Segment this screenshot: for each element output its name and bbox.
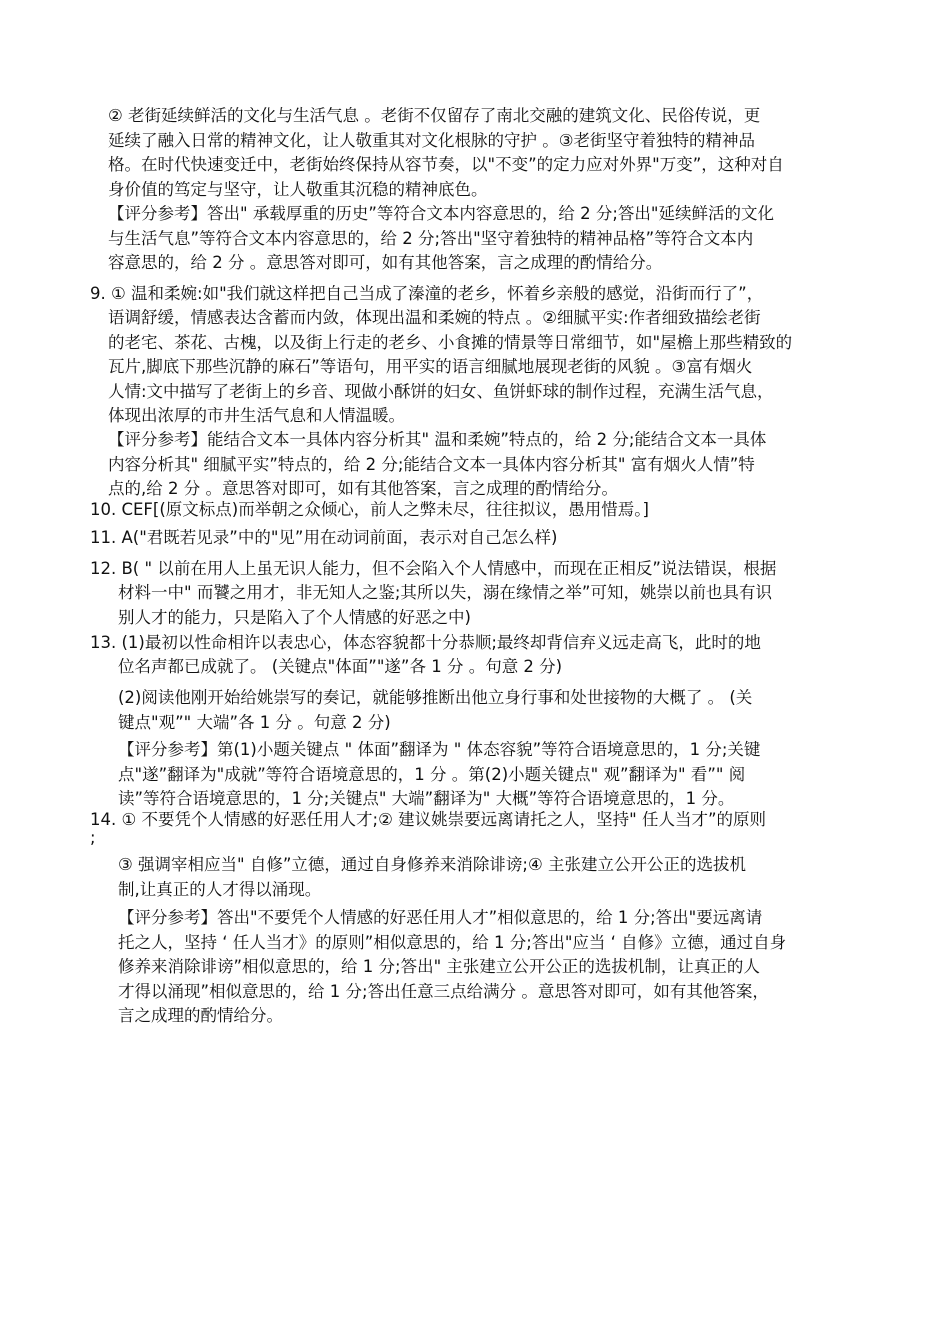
text-line: 格。在时代快速变迁中，老街始终保持从容节奏，以"不变”的定力应对外界"万变”，这种对自 bbox=[108, 155, 784, 174]
text-line: 14. ① 不要凭个人情感的好恶任用人才;② 建议姚崇要远离请托之人，坚持" 任人当才”的原则 bbox=[90, 810, 767, 829]
text-line: 体现出浓厚的市井生活气息和人情温暖。 bbox=[108, 406, 405, 425]
q14-stray-mark bbox=[90, 826, 96, 851]
text-line: 点的,给 2 分 。意思答对即可，如有其他答案，言之成理的酌情给分。 bbox=[108, 479, 618, 498]
q13-part1-text bbox=[118, 655, 562, 680]
text-line: 9. ① 温和柔婉:如"我们就这样把自己当成了溱潼的老乡，怀着乡亲般的感觉，沿街而行了”， bbox=[90, 284, 764, 303]
text-line: 别人才的能力，只是陷入了个人情感的好恶之中) bbox=[118, 607, 471, 627]
text-line: 修养来消除诽谤”相似意思的，给 1 分;答出" 主张建立公开公正的选拔机制，让真正的人 bbox=[118, 957, 760, 976]
q11-answer bbox=[90, 526, 557, 551]
text-line: 内容分析其" 细腻平实”特点的，给 2 分;能结合文本一具体内容分析其" 富有烟火人情”特 bbox=[108, 454, 755, 474]
text-line: 键点"观”" 大端”各 1 分 。句意 2 分) bbox=[118, 712, 391, 732]
q9-answer-first-line bbox=[90, 282, 763, 307]
text-line: 材料一中" 而饕之用才，非无知人之鉴;其所以失，溺在缘情之举”可知，姚崇以前也具有识 bbox=[118, 583, 772, 602]
q9-answer-text bbox=[108, 306, 792, 429]
text-line: 【评分参考】答出" 承载厚重的历史”等符合文本内容意思的，给 2 分;答出"延续鲜活的文化 bbox=[108, 204, 775, 223]
text-line: 延续了融入日常的精神文化，让人敬重其对文化根脉的守护 。③老街坚守着独特的精神品 bbox=[108, 130, 756, 150]
q8-answer-text bbox=[108, 104, 784, 202]
text-line: 瓦片,脚底下那些沉静的麻石”等语句，用平实的语言细腻地展现老街的风貌 。③富有烟火 bbox=[108, 357, 753, 376]
q9-scoring-reference bbox=[108, 428, 766, 502]
q14-answer-first-line bbox=[90, 808, 766, 833]
q13-scoring-reference bbox=[118, 738, 760, 812]
text-line: 人情:文中描写了老街上的乡音、现做小酥饼的妇女、鱼饼虾球的制作过程，充满生活气息， bbox=[108, 381, 774, 401]
q14-answer-text bbox=[118, 853, 746, 902]
q12-answer-text bbox=[118, 581, 772, 630]
text-line: 位名声都已成就了。 (关键点"体面”"遂”各 1 分 。句意 2 分) bbox=[118, 657, 563, 676]
q13-part2-text bbox=[118, 686, 752, 735]
text-line: 读”等符合语境意思的，1 分;关键点" 大端”翻译为" 大概”等符合语境意思的，1 分。 bbox=[118, 789, 735, 808]
text-line: 的老宅、茶花、古槐，以及街上行走的老乡、小食摊的情景等日常细节，如"屋檐上那些精致的 bbox=[108, 332, 793, 352]
text-line: 身价值的笃定与坚守，让人敬重其沉稳的精神底色。 bbox=[108, 179, 488, 199]
text-line: 11. A("君既若见录”中的"见”用在动词前面，表示对自己怎么样) bbox=[90, 528, 558, 547]
q10-answer bbox=[90, 498, 649, 523]
text-line: 制,让真正的人才得以涌现。 bbox=[118, 879, 322, 899]
text-line: 言之成理的酌情给分。 bbox=[118, 1006, 283, 1025]
text-line: 【评分参考】能结合文本一具体内容分析其" 温和柔婉”特点的，给 2 分;能结合文本一具体 bbox=[108, 430, 767, 449]
text-line: ; bbox=[90, 828, 96, 847]
text-line: 10. CEF[(原文标点)而举朝之众倾心，前人之弊未尽，往往拟议，愚用惜焉。] bbox=[90, 500, 649, 519]
q14-scoring-reference bbox=[118, 906, 786, 1029]
text-line: 点"遂”翻译为"成就”等符合语境意思的，1 分 。第(2)小题关键点" 观”翻译为" 看”" 阅 bbox=[118, 764, 746, 784]
text-line: 12. B( " 以前在用人上虽无识人能力，但不会陷入个人情感中，而现在正相反”说法错误，根据 bbox=[90, 559, 777, 578]
q13-part1-first-line bbox=[90, 631, 761, 656]
text-line: ③ 强调宰相应当" 自修”立德，通过自身修养来消除诽谤;④ 主张建立公开公正的选拔机 bbox=[118, 855, 747, 874]
text-line: 语调舒缓，情感表达含蓄而内敛，体现出温和柔婉的特点 。②细腻平实:作者细致描绘老街 bbox=[108, 308, 761, 327]
text-line: 13. (1)最初以性命相许以表忠心，体态容貌都十分恭顺;最终却背信弃义远走高飞，此时的地 bbox=[90, 633, 761, 652]
text-line: ② 老街延续鲜活的文化与生活气息 。老街不仅留存了南北交融的建筑文化、民俗传说，更 bbox=[108, 106, 761, 125]
text-line: 【评分参考】第(1)小题关键点 " 体面”翻译为 " 体态容貌”等符合语境意思的，1 分;关键 bbox=[118, 740, 761, 759]
text-line: 托之人，坚持 ‘ 任人当才》的原则”相似意思的，给 1 分;答出"应当 ‘ 自修》立德，通过自身 bbox=[118, 932, 787, 952]
text-line: 容意思的，给 2 分 。意思答对即可，如有其他答案，言之成理的酌情给分。 bbox=[108, 253, 663, 272]
text-line: 与生活气息”等符合文本内容意思的，给 2 分;答出"坚守着独特的精神品格”等符合文本内 bbox=[108, 228, 754, 248]
text-line: (2)阅读他刚开始给姚崇写的奏记，就能够推断出他立身行事和处世接物的大概了 。 (关 bbox=[118, 688, 753, 707]
q8-scoring-reference bbox=[108, 202, 774, 276]
q12-answer-first-line bbox=[90, 557, 776, 582]
text-line: 【评分参考】答出"不要凭个人情感的好恶任用人才”相似意思的，给 1 分;答出"要远离请 bbox=[118, 908, 763, 927]
text-line: 才得以涌现”相似意思的，给 1 分;答出任意三点给满分 。意思答对即可，如有其他答案， bbox=[118, 981, 769, 1001]
